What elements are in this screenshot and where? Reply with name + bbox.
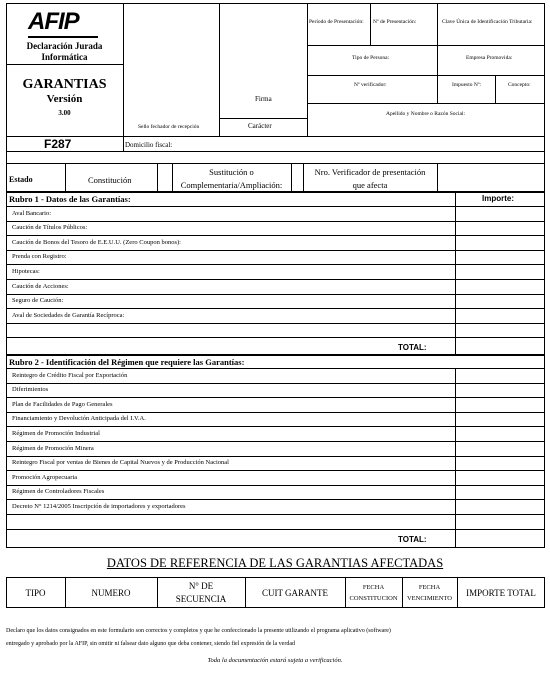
right-div-a [370, 3, 371, 45]
rubro1-item-label: Hipotecas: [12, 267, 40, 275]
rubro1-header-line [6, 206, 545, 207]
ref-fecha-const-1: FECHA [362, 584, 385, 591]
rubro1-row-line [6, 250, 545, 251]
rubro2-row-line [6, 514, 545, 515]
ref-fecha-venc-2: VENCIMIENTO [406, 595, 452, 602]
sustitucion-line-1: Sustitución o [209, 167, 254, 177]
rubro2-total-label: TOTAL: [398, 535, 427, 544]
rubro2-row-line [6, 470, 545, 471]
rubro1-item-label: Prenda con Registro: [12, 253, 67, 261]
nro-verif-line-1: Nro. Verificador de presentación [314, 167, 426, 177]
rubro2-item-label: Financiamiento y Devolución Anticipada del I.V.A. [12, 415, 146, 423]
estado-label: Estado [9, 175, 33, 184]
version-number: 3.00 [58, 109, 71, 117]
declaration-line-2: entregado y aprobado por la AFIP, sin omitir ni falsear dato alguno que deba contener, siendo fiel expresión de la verdad [6, 641, 296, 647]
cuit-label: Clave Única de Identificación Tributaria: [442, 19, 533, 25]
rubro1-title: Rubro 1 - Datos de las Garantías: [9, 194, 131, 204]
ref-tipo: TIPO [25, 588, 46, 598]
rubro2-row-line [6, 441, 545, 442]
header-line-logo [6, 64, 123, 65]
sustitucion-line-2: Complementaria/Ampliación: [180, 180, 283, 190]
rubro2-item-label: Plan de Facilidades de Pago Generales [12, 400, 113, 408]
ref-div-5 [402, 577, 403, 608]
nro-verif-line-2: que afecta [352, 180, 388, 190]
rubro2-row-line [6, 485, 545, 486]
rubro1-row-line [6, 337, 545, 338]
impuesto-label: Impuesto Nº: [452, 82, 482, 88]
header-divider-stamp [219, 3, 220, 136]
rubro1-row-line [6, 294, 545, 295]
rubro2-row-line [6, 529, 545, 530]
rubro2-item-label: Promoción Agropecuaria [12, 473, 78, 481]
rubro2-header-line [6, 368, 545, 369]
n-presentacion-label: Nº de Presentación: [373, 19, 417, 25]
form-code-box [6, 136, 545, 152]
rubro2-item-label: Régimen de Promoción Minera [12, 444, 94, 452]
rubro2-row-line [6, 499, 545, 500]
constitucion-label: Constitución [88, 175, 132, 185]
rubro2-item-label: Diferimientos [12, 386, 49, 394]
ref-secuencia-1: N° DE [188, 581, 214, 591]
rubro2-box [6, 355, 545, 548]
periodo-label: Período de Presentación: [309, 19, 364, 25]
rubro1-row-line [6, 279, 545, 280]
rubro2-importe-divider [455, 368, 456, 548]
ddjj-line-1: Declaración Jurada [26, 41, 103, 51]
rubro1-item-label: Caución de Bonos del Tesoro de E.E.U.U. (Zero Coupon bonos): [12, 238, 181, 246]
rubro2-item-label: Reintegro Fiscal por ventas de Bienes de Capital Nuevos y de Producción Nacional [12, 459, 229, 467]
verificador-label: Nº verificador: [354, 82, 387, 88]
ref-numero: NUMERO [91, 588, 131, 598]
right-line-3 [307, 103, 545, 104]
rubro1-box [6, 192, 545, 355]
tipo-persona-label: Tipo de Persona: [352, 55, 390, 61]
rubro1-item-label: Caución de Títulos Públicos: [12, 224, 88, 232]
ddjj-line-2: Informática [41, 52, 88, 62]
rubro1-row-line [6, 308, 545, 309]
form-code-divider [123, 136, 124, 152]
rubro1-item-label: Aval de Sociedades de Garantía Recíproca: [12, 311, 125, 319]
header-divider-firma [307, 3, 308, 136]
header-line-firma [219, 118, 307, 119]
ref-fecha-venc-1: FECHA [418, 584, 441, 591]
ref-fecha-const-2: CONSTITUCION [349, 595, 398, 602]
rubro1-total-label: TOTAL: [398, 343, 427, 352]
form-code: F287 [44, 137, 72, 151]
estado-div-4 [291, 163, 292, 192]
rubro1-row-line [6, 221, 545, 222]
afip-logo: AFIP [28, 8, 79, 35]
caracter-label: Carácter [248, 122, 272, 130]
rubro2-row-line [6, 426, 545, 427]
empresa-promovida-label: Empresa Promovida: [466, 55, 513, 61]
right-line-1 [307, 45, 545, 46]
rubro1-item-label: Aval Bancario: [12, 209, 52, 217]
ref-secuencia-2: SECUENCIA [175, 594, 227, 604]
rubro1-item-label: Caución de Acciones: [12, 282, 69, 290]
ref-importe-total: IMPORTE TOTAL [466, 588, 536, 598]
rubro2-item-label: Régimen de Controladores Fiscales [12, 488, 105, 496]
estado-div-1 [65, 163, 66, 192]
right-line-2 [307, 75, 545, 76]
verification-note: Toda la documentación estará sujeta a verificación. [207, 657, 343, 664]
ref-cuit-garante: CUIT GARANTE [261, 588, 329, 598]
header-divider-logo [123, 3, 124, 136]
rubro2-title: Rubro 2 - Identificación del Régimen que requiere las Garantías: [9, 357, 245, 367]
rubro1-row-line [6, 323, 545, 324]
apellido-label: Apellido y Nombre o Razón Social: [386, 111, 465, 117]
rubro1-importe-divider [455, 192, 456, 355]
rubro1-importe-label: Importe: [482, 194, 514, 203]
rubro2-row-line [6, 412, 545, 413]
referencia-title: DATOS DE REFERENCIA DE LAS GARANTIAS AFECTADAS [106, 556, 444, 570]
concepto-label: Concepto: [508, 82, 531, 88]
rubro1-row-line [6, 264, 545, 265]
declaration-line-1: Declaro que los datos consignados en este formulario son correctos y completos y que he confeccionado la presente utilizando el programa aplicativo (software) [6, 628, 391, 634]
form-title: GARANTIAS [22, 77, 107, 92]
stamp-label: Sello fechador de recepción [138, 124, 200, 130]
estado-div-6 [437, 163, 438, 192]
firma-label: Firma [255, 95, 272, 103]
rubro2-row-line [6, 397, 545, 398]
rubro2-item-label: Decreto N° 1214/2005 Inscripción de importadores y exportadores [12, 502, 186, 510]
ref-div-4 [345, 577, 346, 608]
version-label: Versión [46, 93, 83, 105]
estado-div-2 [157, 163, 158, 192]
rubro2-item-label: Reintegro de Crédito Fiscal por Exportación [12, 371, 128, 379]
logo-stripe [28, 36, 98, 38]
right-div-c [495, 75, 496, 103]
rubro1-item-label: Seguro de Caución: [12, 297, 64, 305]
rubro1-row-line [6, 235, 545, 236]
rubro2-row-line [6, 456, 545, 457]
rubro2-item-label: Régimen de Promoción Industrial [12, 429, 100, 437]
right-div-b [437, 3, 438, 103]
domicilio-label: Domicilio fiscal: [125, 141, 173, 149]
rubro2-row-line [6, 383, 545, 384]
